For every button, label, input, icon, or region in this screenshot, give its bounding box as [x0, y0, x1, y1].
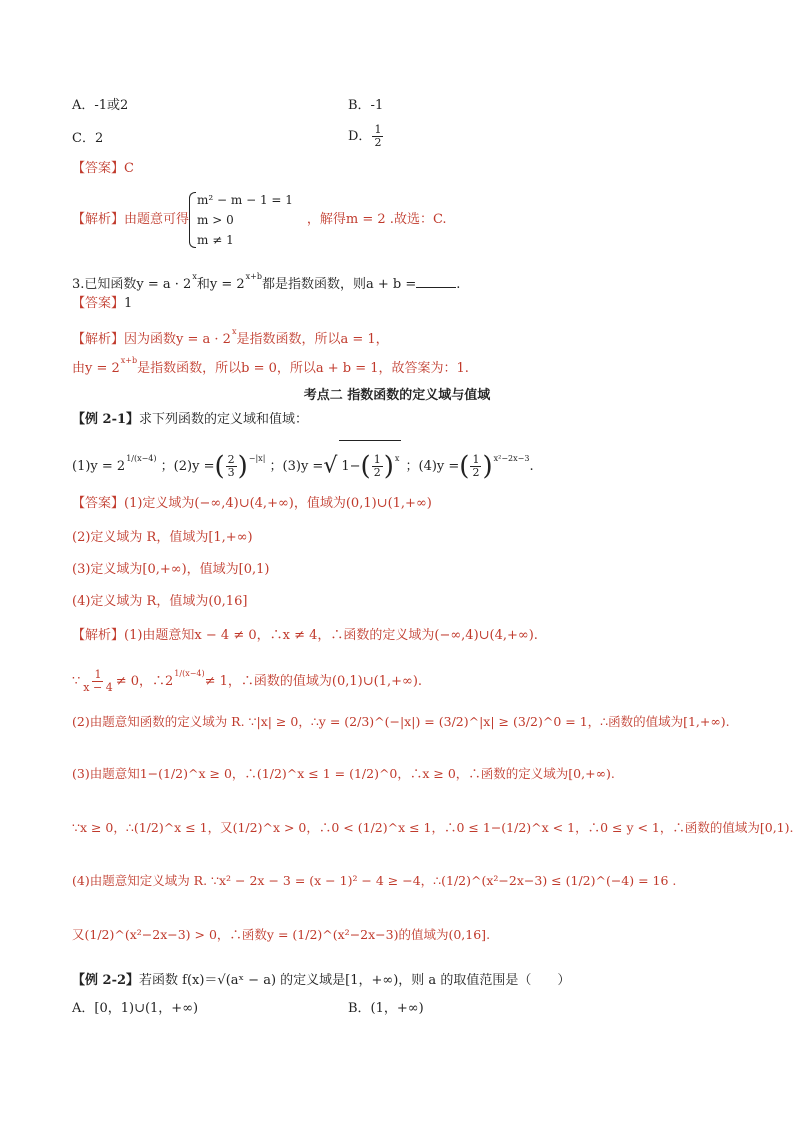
paren-close: ) [383, 451, 394, 482]
exponent: 1/(x−4) [126, 454, 157, 463]
sqrt-inner: 1− [341, 459, 361, 474]
frac-num: 2 [227, 453, 235, 466]
option-d-fraction [372, 124, 383, 149]
option-d-label: D． [348, 129, 372, 144]
func-3: ；(3)y = [269, 459, 324, 474]
frac-den: 2 [472, 466, 480, 479]
answer-tag: 【答案】 [72, 496, 125, 511]
frac-num: 1 [472, 453, 480, 466]
example-2-1-analysis-2 [72, 659, 422, 697]
analysis-line-q3-1 [72, 323, 389, 349]
analysis-tag: 【解析】 [72, 212, 125, 227]
example-2-1-answer-2: (2)定义域为 R，值域为[1,+∞) [72, 530, 253, 545]
exponent: −|x| [248, 454, 266, 463]
fraction [226, 454, 237, 479]
example-2-1-answer-4: (4)定义域为 R，值域为(0,16] [72, 594, 248, 609]
example-2-1-analysis-3: (2)由题意知函数的定义域为 R. ∵|x| ≥ 0，∴y = (2/3)^(−|x|) = (3/2)^|x| ≥ (3/2)^0 = 1，∴函数的值域为[1,+∞). [72, 714, 730, 729]
analysis-line-prev [72, 190, 447, 250]
example-tag: 【例 2-1】 [72, 412, 140, 427]
analysis-text: 是指数函数，所以b = 0，所以a + b = 1，故答案为：1. [137, 361, 469, 376]
stem-part: 和y = 2 [196, 277, 245, 292]
analysis-text: 由题意可得 [124, 212, 190, 227]
example-2-2-option-b: B．(1，+∞) [348, 1001, 424, 1016]
stem-part: 3.已知函数y = a · 2 [72, 277, 192, 292]
system-eq-3: m ≠ 1 [197, 233, 234, 247]
example-2-1-analysis-7: 又(1/2)^(x²−2x−3) > 0，∴函数y = (1/2)^(x²−2x−3)的值域为(0,16]. [72, 927, 491, 942]
exponent: x [231, 327, 237, 336]
example-2-1-analysis-5: ∵x ≥ 0，∴(1/2)^x ≤ 1，又(1/2)^x > 0，∴0 < (1/2)^x ≤ 1，∴0 ≤ 1−(1/2)^x < 1，∴0 ≤ y < 1，∴函数的值域为[0,1). [72, 820, 794, 835]
answer-line-q3 [72, 295, 132, 313]
frac-num: 1 [373, 453, 381, 466]
frac-num: 1 [94, 668, 102, 681]
example-2-1-analysis-4: (3)由题意知1−(1/2)^x ≥ 0，∴(1/2)^x ≤ 1 = (1/2)^0，∴x ≥ 0，∴函数的定义域为[0,+∞). [72, 766, 615, 781]
exponent: 1/(x−4) [174, 669, 205, 678]
example-2-1-stem [72, 411, 308, 429]
analysis-tag: 【解析】 [72, 332, 125, 347]
option-c: C．2 [72, 131, 104, 146]
func-2: ；(2)y = [160, 459, 215, 474]
paren-open: ( [360, 451, 371, 482]
frac-den: 2 [374, 136, 382, 149]
example-tag: 【例 2-2】 [72, 973, 140, 988]
paren-close: ) [237, 451, 248, 482]
system-eq-2: m > 0 [197, 213, 234, 227]
system-eq-1: m² − m − 1 = 1 [197, 193, 293, 207]
analysis-text: 是指数函数，所以a = 1， [236, 332, 389, 347]
analysis-text: (1)由题意知x − 4 ≠ 0，∴x ≠ 4，∴函数的定义域为(−∞,4)∪(4,+∞). [124, 628, 538, 643]
option-b: B．-1 [348, 98, 384, 113]
sqrt-icon: √ [323, 453, 338, 479]
fraction [81, 669, 114, 694]
example-2-2-option-a: A．[0，1)∪(1，+∞) [72, 1001, 199, 1016]
answer-tag: 【答案】 [72, 161, 125, 176]
func-end: . [529, 459, 534, 474]
example-stem: 若函数 f(x)＝√(aˣ − a) 的定义域是[1，+∞)，则 a 的取值范围是（ ） [139, 973, 571, 988]
func-4: ；(4)y = [405, 459, 460, 474]
sqrt-body [339, 440, 401, 485]
analysis-line-q3-2 [72, 352, 469, 378]
analysis-text: 由y = 2 [72, 361, 120, 376]
paren-close: ) [482, 451, 493, 482]
stem-part: . [456, 277, 461, 292]
analysis-tag: 【解析】 [72, 628, 125, 643]
fraction [372, 454, 383, 479]
answer-value: C [124, 161, 134, 176]
example-stem: 求下列函数的定义域和值域： [139, 412, 309, 427]
answer-line-prev [72, 160, 134, 178]
analysis-conclusion: ，解得m = 2 .故选：C. [306, 212, 447, 227]
fraction [470, 454, 481, 479]
answer-blank [416, 275, 456, 288]
example-2-1-analysis-6: (4)由题意知定义域为 R. ∵x² − 2x − 3 = (x − 1)² − 4 ≥ −4，∴(1/2)^(x²−2x−3) ≤ (1/2)^(−4) = 16 . [72, 873, 677, 888]
exponent: x²−2x−3 [493, 454, 530, 463]
answer-value: 1 [124, 296, 133, 311]
func-1: (1)y = 2 [72, 459, 126, 474]
example-2-2-stem [72, 972, 570, 990]
analysis-text: ≠ 1，∴函数的值域为(0,1)∪(1,+∞). [204, 674, 423, 689]
paren-open: ( [459, 451, 470, 482]
example-2-1-functions [72, 440, 534, 485]
question-3-stem [72, 268, 460, 294]
analysis-text: 因为函数y = a · 2 [124, 332, 231, 347]
frac-den: 2 [373, 466, 381, 479]
exponent: x+b [120, 356, 138, 365]
example-2-1-analysis-1 [72, 627, 538, 645]
frac-den: 3 [227, 466, 235, 479]
analysis-text: ≠ 0，∴2 [115, 674, 174, 689]
example-2-1-answer-1 [72, 495, 432, 513]
stem-part: 都是指数函数，则a + b = [261, 277, 417, 292]
exponent: x [394, 454, 400, 463]
exponent: x [192, 272, 197, 281]
frac-num: 1 [374, 123, 382, 136]
frac-den: x − 4 [83, 681, 113, 694]
option-a: A．-1或2 [72, 98, 129, 113]
option-d [348, 124, 384, 149]
section-title: 考点二 指数函数的定义域与值域 [303, 388, 491, 403]
answer-text: (1)定义域为(−∞,4)∪(4,+∞)，值域为(0,1)∪(1,+∞) [124, 496, 432, 511]
equation-system [189, 190, 293, 250]
analysis-text: ∵ [72, 674, 81, 689]
example-2-1-answer-3: (3)定义域为[0,+∞)，值域为[0,1) [72, 562, 270, 577]
answer-tag: 【答案】 [72, 296, 125, 311]
paren-open: ( [214, 451, 225, 482]
exponent: x+b [245, 272, 262, 281]
